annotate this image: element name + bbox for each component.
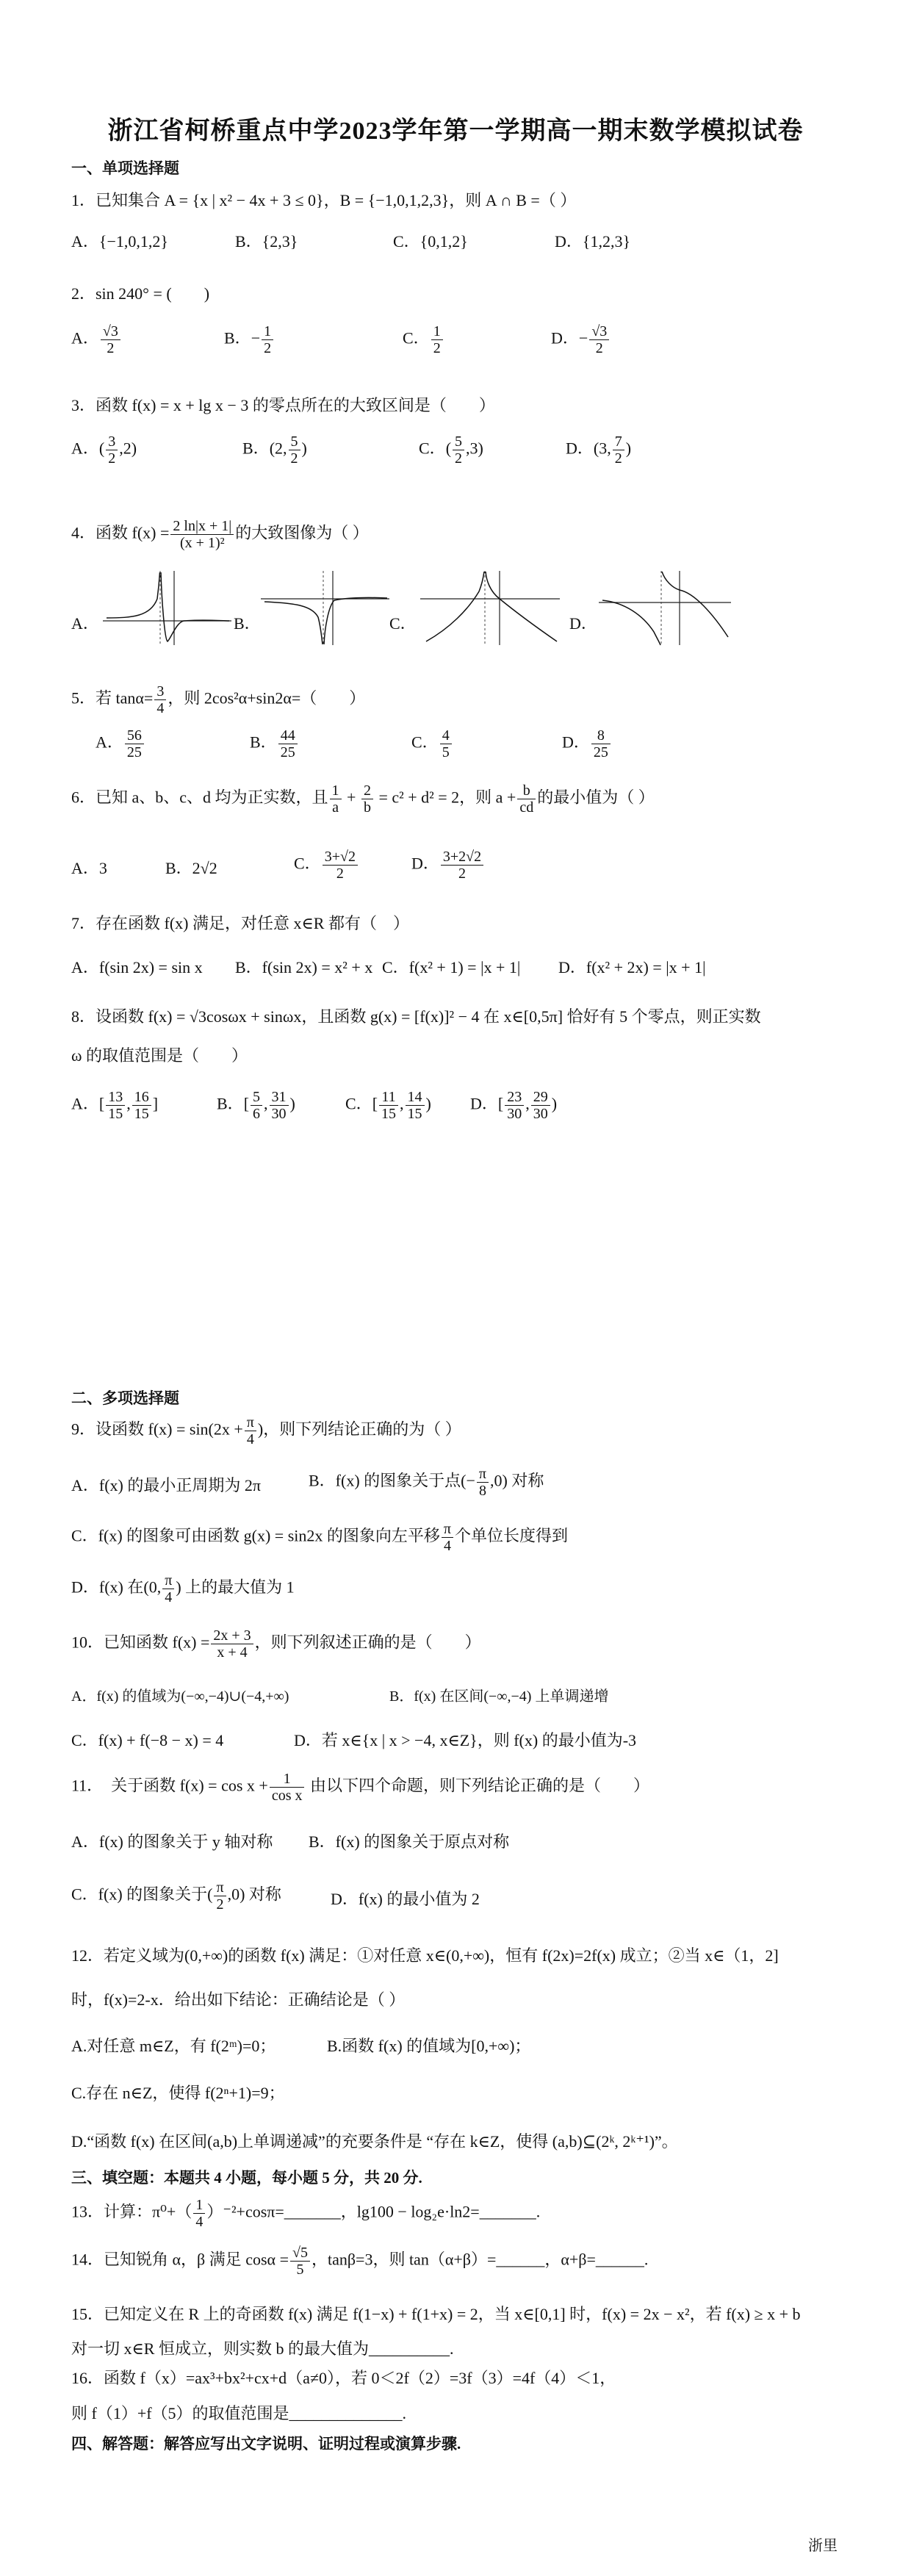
q9-b-num: π	[477, 1466, 489, 1483]
q10-post: ，则下列叙述正确的是（ ）	[254, 1633, 481, 1652]
q7-option-d[interactable]: D．f(x² + 2x) = |x + 1|	[558, 958, 706, 976]
q9-d-pre: D．f(x) 在(0,	[71, 1577, 162, 1597]
q9-d-den: 4	[165, 1589, 173, 1605]
q14-post: ，tanβ=3，则 tan（α+β）=______，α+β=______.	[311, 2250, 649, 2269]
q5-stem	[71, 683, 365, 716]
q5-a-label: A．	[96, 733, 123, 752]
q3-stem: 3．函数 f(x) = x + lg x − 3 的零点所在的大致区间是（ ）	[71, 396, 495, 414]
q2-b-fraction	[262, 323, 273, 356]
q8-stem-line1: 8．设函数 f(x) = √3cosωx + sinωx，且函数 g(x) = [f(x)]² − 4 在 x∈[0,5π] 恰好有 5 个零点，则正实数	[71, 1007, 761, 1026]
q3-b-den: 2	[290, 450, 298, 467]
page-title: 浙江省柯桥重点中学2023学年第一学期高一期末数学模拟试卷	[107, 118, 804, 145]
q11-option-c[interactable]	[71, 1879, 281, 1913]
section-single-choice: 一、单项选择题	[71, 159, 179, 177]
q5-d-label: D．	[562, 733, 590, 752]
q2-a-num: √3	[101, 323, 120, 340]
q8-option-a[interactable]: A．[ $\frac{13}{15}$ , $\frac{16}{15}$ ]	[71, 1089, 159, 1122]
q9-fraction	[245, 1414, 256, 1447]
q11-stem	[71, 1771, 649, 1804]
q10-pre: 10．已知函数 f(x) =	[71, 1633, 210, 1652]
q8-d-label: D．	[470, 1094, 498, 1113]
q4-option-b-label[interactable]: B．	[234, 614, 261, 633]
q11-option-a[interactable]: A．f(x) 的图象关于 y 轴对称	[71, 1832, 273, 1851]
q8-c-n1: 11	[379, 1089, 398, 1106]
q13-stem	[71, 2197, 540, 2230]
q10-stem	[71, 1627, 481, 1661]
q5-option-c[interactable]	[411, 727, 453, 760]
q11-c-num: π	[214, 1879, 226, 1896]
q3-d-pre: (3,	[593, 439, 611, 458]
q8-a-frac1	[106, 1089, 125, 1122]
q2-d-sign: −	[578, 328, 588, 348]
q6-frac2	[361, 782, 373, 816]
q6-option-b[interactable]: B．2√2	[165, 859, 217, 877]
q2-a-den: 2	[107, 340, 115, 356]
q10-den: x + 4	[217, 1644, 248, 1661]
q11-pre: 11． 关于函数 f(x) = cos x +	[71, 1776, 268, 1795]
q7-option-a[interactable]: A．f(sin 2x) = sin x	[71, 958, 203, 976]
q11-c-pre: C．f(x) 的图象关于(	[71, 1885, 213, 1904]
q8-a-label: A．	[71, 1094, 99, 1113]
q2-option-c[interactable]	[403, 323, 444, 356]
q8-c-label: C．	[345, 1094, 372, 1113]
q8-option-d[interactable]: D．[ $\frac{23}{30}$ , $\frac{29}{30}$ )	[470, 1089, 558, 1122]
q11-option-b[interactable]: B．f(x) 的图象关于原点对称	[309, 1832, 510, 1851]
q8-a-n1: 13	[106, 1089, 125, 1106]
q8-d-frac2	[531, 1089, 550, 1122]
q12-option-d[interactable]: D.“函数 f(x) 在区间(a,b)上单调递减”的充要条件是 “存在 k∈Z，使得 (a,b)⊆(2ᵏ, 2ᵏ⁺¹)”。	[71, 2132, 678, 2151]
q8-c-d1: 15	[381, 1106, 397, 1122]
q4-den: (x + 1)²	[180, 535, 225, 551]
q4-graph-a[interactable]	[103, 569, 231, 647]
q9-option-c[interactable]	[71, 1521, 568, 1554]
q9-b-den: 8	[478, 1483, 486, 1499]
q2-c-label: C．	[403, 328, 430, 348]
q6-option-d[interactable]	[411, 849, 485, 882]
q5-c-label: C．	[411, 733, 439, 752]
q14-pre: 14．已知锐角 α，β 满足 cosα =	[71, 2250, 289, 2269]
q5-a-fraction	[125, 727, 144, 760]
q6-stem2: = c² + d² = 2，则 a +	[374, 788, 516, 807]
q10-num: 2x + 3	[211, 1627, 253, 1644]
q5-d-fraction	[591, 727, 611, 760]
q4-num: 2 ln|x + 1|	[170, 518, 234, 535]
q3-a-num: 3	[106, 433, 118, 450]
q9-option-d[interactable]	[71, 1572, 295, 1605]
q5-option-a[interactable]	[96, 727, 145, 760]
q4-graph-d[interactable]	[599, 569, 731, 647]
q14-stem	[71, 2245, 648, 2278]
q6-d-label: D．	[411, 854, 439, 873]
q2-b-den: 2	[264, 340, 272, 356]
q1-option-a[interactable]: A．{−1,0,1,2}	[71, 232, 168, 251]
q8-d-n1: 23	[505, 1089, 524, 1106]
q6-stem	[71, 782, 655, 816]
q8-c-frac2	[406, 1089, 425, 1122]
q3-c-fraction	[453, 433, 464, 467]
q8-d-frac1	[505, 1089, 524, 1122]
q13-num: 1	[193, 2197, 205, 2214]
q3-option-b[interactable]	[242, 433, 307, 467]
q8-b-label: B．	[217, 1094, 244, 1113]
q14-fraction	[290, 2245, 310, 2278]
q2-c-den: 2	[433, 340, 441, 356]
q5-b-num: 44	[278, 727, 298, 744]
q5-a-num: 56	[125, 727, 144, 744]
q6-plus: +	[342, 788, 360, 807]
q9-num: π	[245, 1414, 256, 1431]
q4-graph-b[interactable]	[261, 569, 389, 647]
q2-option-a[interactable]	[71, 323, 122, 356]
q2-a-fraction	[101, 323, 120, 356]
q9-c-post: 个单位长度得到	[455, 1526, 569, 1545]
q6-d-den: 2	[458, 866, 467, 882]
q5-a-den: 25	[126, 744, 142, 760]
q9-c-num: π	[442, 1521, 453, 1538]
q8-c-n2: 14	[406, 1089, 425, 1106]
q12-option-c[interactable]: C.存在 n∈Z，使得 f(2ⁿ+1)=9；	[71, 2084, 285, 2102]
q3-a-fraction	[106, 433, 118, 467]
q4-stem	[71, 518, 369, 551]
q11-fraction	[270, 1771, 305, 1804]
q1-option-c[interactable]: C．{0,1,2}	[393, 232, 468, 251]
q3-d-den: 2	[614, 450, 622, 467]
q8-a-d2: 15	[134, 1106, 149, 1122]
q11-den: cos x	[271, 1788, 303, 1804]
q3-b-label: B．	[242, 439, 270, 458]
q11-c-den: 2	[216, 1896, 224, 1913]
q8-a-n2: 16	[132, 1089, 151, 1106]
q6-stem3: 的最小值为（ ）	[537, 788, 655, 807]
q5-d-den: 25	[593, 744, 608, 760]
q4-option-c-label[interactable]: C．	[389, 614, 417, 633]
q6-option-a[interactable]: A．3	[71, 859, 107, 877]
q2-option-d[interactable]	[551, 323, 611, 356]
q3-a-post: ,2)	[119, 439, 137, 458]
q5-b-label: B．	[250, 733, 277, 752]
q5-c-fraction	[440, 727, 452, 760]
q9-b-fraction	[477, 1466, 489, 1499]
q13-post: ）⁻²+cosπ=_______，lg100 − log₂e·ln2=_______.	[206, 2202, 541, 2221]
q14-num: √5	[290, 2245, 310, 2262]
q8-option-c[interactable]: C．[ $\frac{11}{15}$ , $\frac{14}{15}$ )	[345, 1089, 431, 1122]
q3-c-den: 2	[455, 450, 463, 467]
q10-fraction	[211, 1627, 253, 1661]
q9-d-post: ) 上的最大值为 1	[176, 1577, 295, 1597]
q5-option-b[interactable]	[250, 727, 299, 760]
q15-stem-line1: 15．已知定义在 R 上的奇函数 f(x) 满足 f(1−x) + f(1+x) = 2，当 x∈[0,1] 时，f(x) = 2x − x²，若 f(x) ≥ x + b	[71, 2305, 801, 2323]
q5-post: ，则 2cos²α+sin2α=（ ）	[168, 688, 366, 708]
q3-option-c[interactable]	[419, 433, 483, 467]
q3-b-fraction	[289, 433, 300, 467]
q2-d-num: √3	[589, 323, 609, 340]
q1-option-d[interactable]: D．{1,2,3}	[555, 232, 631, 251]
q9-b-post: ,0) 对称	[490, 1471, 544, 1490]
q8-b-n2: 31	[270, 1089, 289, 1106]
q8-b-d1: 6	[253, 1106, 261, 1122]
q12-stem-line1: 12．若定义域为(0,+∞)的函数 f(x) 满足：①对任意 x∈(0,+∞)，恒有 f(2x)=2f(x) 成立；②当 x∈（1，2]	[71, 1946, 779, 1965]
q7-stem: 7．存在函数 f(x) 满足，对任意 x∈R 都有（ ）	[71, 914, 409, 932]
q7-option-b[interactable]: B．f(sin 2x) = x² + x	[235, 958, 373, 976]
footer-mark: 浙里	[808, 2538, 838, 2554]
q3-option-a[interactable]	[71, 433, 137, 467]
q9-stem	[71, 1414, 461, 1447]
q2-b-sign: −	[251, 328, 261, 348]
q13-den: 4	[195, 2214, 204, 2230]
q8-b-frac2	[270, 1089, 289, 1122]
q9-c-pre: C．f(x) 的图象可由函数 g(x) = sin2x 的图象向左平移	[71, 1526, 440, 1545]
q2-c-num: 1	[431, 323, 443, 340]
q5-b-den: 25	[280, 744, 295, 760]
q16-stem-line1: 16．函数 f（x）=ax³+bx²+cx+d（a≠0），若 0＜2f（2）=3f（3）=4f（4）＜1，	[71, 2369, 616, 2387]
q4-post: 的大致图像为（ ）	[235, 523, 369, 542]
q9-c-den: 4	[443, 1538, 451, 1554]
q6-c-num: 3+√2	[323, 849, 358, 866]
q4-graph-c[interactable]	[420, 569, 560, 647]
q9-d-num: π	[162, 1572, 174, 1589]
q9-pre: 9．设函数 f(x) = sin(2x +	[71, 1420, 243, 1439]
q6-c-den: 2	[336, 866, 344, 882]
q9-c-fraction	[442, 1521, 453, 1554]
q6-c-label: C．	[294, 854, 321, 873]
q9-option-b[interactable]	[309, 1466, 544, 1499]
q2-d-fraction	[589, 323, 609, 356]
q12-option-b[interactable]: B.函数 f(x) 的值域为[0,+∞)；	[327, 2037, 531, 2055]
q5-num: 3	[154, 683, 166, 700]
q3-b-post: )	[301, 439, 307, 458]
q3-a-den: 2	[108, 450, 116, 467]
q2-d-label: D．	[551, 328, 579, 348]
q2-c-fraction	[431, 323, 443, 356]
q4-fraction	[170, 518, 234, 551]
q6-f1-num: 1	[330, 782, 342, 799]
q11-c-post: ,0) 对称	[227, 1885, 281, 1904]
q8-stem-line2: ω 的取值范围是（ ）	[71, 1046, 248, 1065]
q9-den: 4	[246, 1431, 254, 1447]
q8-b-frac1	[251, 1089, 262, 1122]
q11-c-fraction	[214, 1879, 226, 1913]
q9-option-a[interactable]: A．f(x) 的最小正周期为 2π	[71, 1476, 261, 1494]
q6-f3-den: cd	[519, 799, 534, 816]
q10-option-b[interactable]: B．f(x) 在区间(−∞,−4) 上单调递增	[389, 1688, 609, 1705]
q12-option-a[interactable]: A.对任意 m∈Z，有 f(2ᵐ)=0；	[71, 2037, 276, 2055]
q5-option-d[interactable]	[562, 727, 612, 760]
q4-option-a-label[interactable]: A．	[71, 614, 99, 633]
q5-c-den: 5	[442, 744, 450, 760]
q6-c-fraction	[323, 849, 358, 882]
q2-option-b[interactable]	[224, 323, 275, 356]
q14-den: 5	[296, 2262, 304, 2278]
q7-option-c[interactable]: C．f(x² + 1) = |x + 1|	[382, 958, 521, 976]
q3-a-pre: (	[98, 439, 105, 458]
q4-pre: 4．函数 f(x) =	[71, 523, 170, 542]
q2-b-num: 1	[262, 323, 273, 340]
q5-den: 4	[156, 700, 165, 716]
q8-d-d1: 30	[507, 1106, 522, 1122]
q11-post: 由以下四个命题，则下列结论正确的是（ ）	[306, 1776, 649, 1795]
q8-b-n1: 5	[251, 1089, 262, 1106]
q6-f3-num: b	[517, 782, 536, 799]
q2-a-label: A．	[71, 328, 99, 348]
q6-frac1	[330, 782, 342, 816]
q3-d-post: )	[625, 439, 632, 458]
q2-b-label: B．	[224, 328, 251, 348]
q5-pre: 5．若 tanα=	[71, 688, 154, 708]
q1-option-b[interactable]: B．{2,3}	[235, 232, 298, 251]
q8-option-b[interactable]: B．[ $\frac{5}{6}$ , $\frac{31}{30}$ )	[217, 1089, 295, 1122]
q13-pre: 13．计算：π⁰+（	[71, 2202, 192, 2221]
q10-option-d[interactable]: D．若 x∈{x | x > −4, x∈Z}，则 f(x) 的最小值为-3	[294, 1731, 637, 1749]
q10-option-a[interactable]: A．f(x) 的值域为(−∞,−4)∪(−4,+∞)	[71, 1688, 289, 1705]
q8-c-d2: 15	[407, 1106, 422, 1122]
q9-post: )，则下列结论正确的为（ ）	[257, 1420, 461, 1439]
q3-c-num: 5	[453, 433, 464, 450]
section-fill-in: 三、填空题：本题共 4 小题，每小题 5 分，共 20 分.	[71, 2169, 422, 2187]
q6-d-fraction	[441, 849, 483, 882]
q4-option-d-label[interactable]: D．	[569, 614, 597, 633]
q9-b-pre: B．f(x) 的图象关于点(−	[309, 1471, 475, 1490]
q2-stem: 2．sin 240° = ( )	[71, 284, 210, 303]
q3-c-pre: (	[445, 439, 452, 458]
section-multiple-choice: 二、多项选择题	[71, 1389, 179, 1407]
q8-d-n2: 29	[531, 1089, 550, 1106]
q6-f1-den: a	[332, 799, 339, 816]
q3-option-d[interactable]	[566, 433, 631, 467]
q10-option-c[interactable]: C．f(x) + f(−8 − x) = 4	[71, 1731, 224, 1749]
q2-d-den: 2	[595, 340, 603, 356]
q3-d-fraction	[613, 433, 624, 467]
q6-f2-den: b	[363, 799, 371, 816]
q3-d-label: D．	[566, 439, 594, 458]
q6-frac3	[517, 782, 536, 816]
q6-f2-num: 2	[361, 782, 373, 799]
q5-c-num: 4	[440, 727, 452, 744]
q5-b-fraction	[278, 727, 298, 760]
q6-option-c[interactable]	[294, 849, 359, 882]
q3-c-post: ,3)	[466, 439, 483, 458]
q8-b-d2: 30	[271, 1106, 287, 1122]
q8-c-frac1	[379, 1089, 398, 1122]
q6-stem1: 6．已知 a、b、c、d 均为正实数，且	[71, 788, 328, 807]
q3-b-num: 5	[289, 433, 300, 450]
section-solutions: 四、解答题：解答应写出文字说明、证明过程或演算步骤.	[71, 2435, 461, 2453]
q3-d-num: 7	[613, 433, 624, 450]
q3-a-label: A．	[71, 439, 99, 458]
q11-option-d[interactable]: D．f(x) 的最小值为 2	[331, 1890, 480, 1908]
q3-b-pre: (2,	[269, 439, 287, 458]
q8-a-frac2	[132, 1089, 151, 1122]
q13-fraction	[193, 2197, 205, 2230]
q5-fraction	[154, 683, 166, 716]
q5-d-num: 8	[591, 727, 611, 744]
q8-a-d1: 15	[108, 1106, 123, 1122]
q15-stem-line2: 对一切 x∈R 恒成立，则实数 b 的最大值为__________.	[71, 2339, 454, 2358]
q3-c-label: C．	[419, 439, 446, 458]
q12-stem-line2: 时，f(x)=2-x．给出如下结论：正确结论是（ ）	[71, 1990, 406, 2009]
q6-d-num: 3+2√2	[441, 849, 483, 866]
q8-d-d2: 30	[533, 1106, 548, 1122]
q9-d-fraction	[162, 1572, 174, 1605]
q16-stem-line2: 则 f（1）+f（5）的取值范围是______________.	[71, 2404, 407, 2422]
q11-num: 1	[270, 1771, 305, 1788]
q1-stem: 1．已知集合 A = {x | x² − 4x + 3 ≤ 0}，B = {−1,0,1,2,3}，则 A ∩ B =（ ）	[71, 191, 577, 209]
